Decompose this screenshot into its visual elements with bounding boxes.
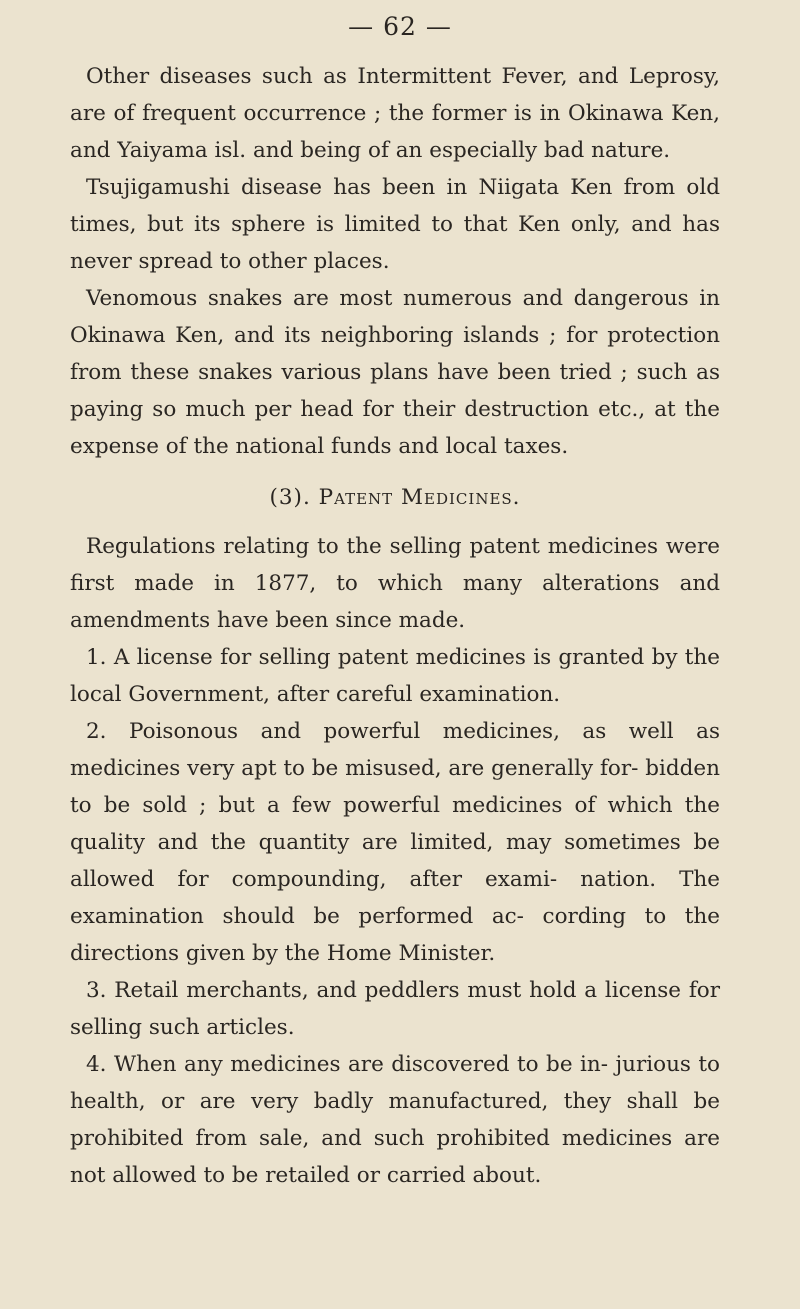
page-content <box>70 58 720 1194</box>
section-heading: (3). Patent Medicines. <box>269 485 521 510</box>
list-item-poisonous-medicines: 2. Poisonous and powerful medicines, as well as medicines very apt to be misused, are generally for- bidden to be sold ; but a few powerful medicines of which the quality and the quantity are limited, may sometimes be allowed for compounding, after exami- nation. The examination should be performed ac- cording to the directions given by the Home Minister. <box>70 719 720 966</box>
paragraph-other-diseases: Other diseases such as Intermittent Fever, and Leprosy, are of frequent occurrence ; the former is in Okinawa Ken, and Yaiyama isl. and being of an especially bad nature. <box>70 64 720 163</box>
list-item-injurious-medicines: 4. When any medicines are discovered to be in- jurious to health, or are very badly manufactured, they shall be prohibited from sale, and such prohibited medicines are not allowed to be retailed or carried about. <box>70 1052 720 1188</box>
list-item-license: 1. A license for selling patent medicines is granted by the local Government, after careful examination. <box>70 645 720 707</box>
paragraph-venomous-snakes: Venomous snakes are most numerous and dangerous in Okinawa Ken, and its neighboring islands ; for protection from these snakes various plans have been tried ; such as paying so much per head for their destruction etc., at the expense of the national funds and local taxes. <box>70 286 720 459</box>
paragraph-tsujigamushi: Tsujigamushi disease has been in Niigata Ken from old times, but its sphere is limited to that Ken only, and has never spread to other places. <box>70 175 720 274</box>
page-number: — 62 — <box>348 12 452 41</box>
list-item-retail-merchants: 3. Retail merchants, and peddlers must hold a license for selling such articles. <box>70 978 720 1040</box>
paragraph-regulations-intro: Regulations relating to the selling patent medicines were first made in 1877, to which many alterations and amendments have been since made. <box>70 534 720 633</box>
